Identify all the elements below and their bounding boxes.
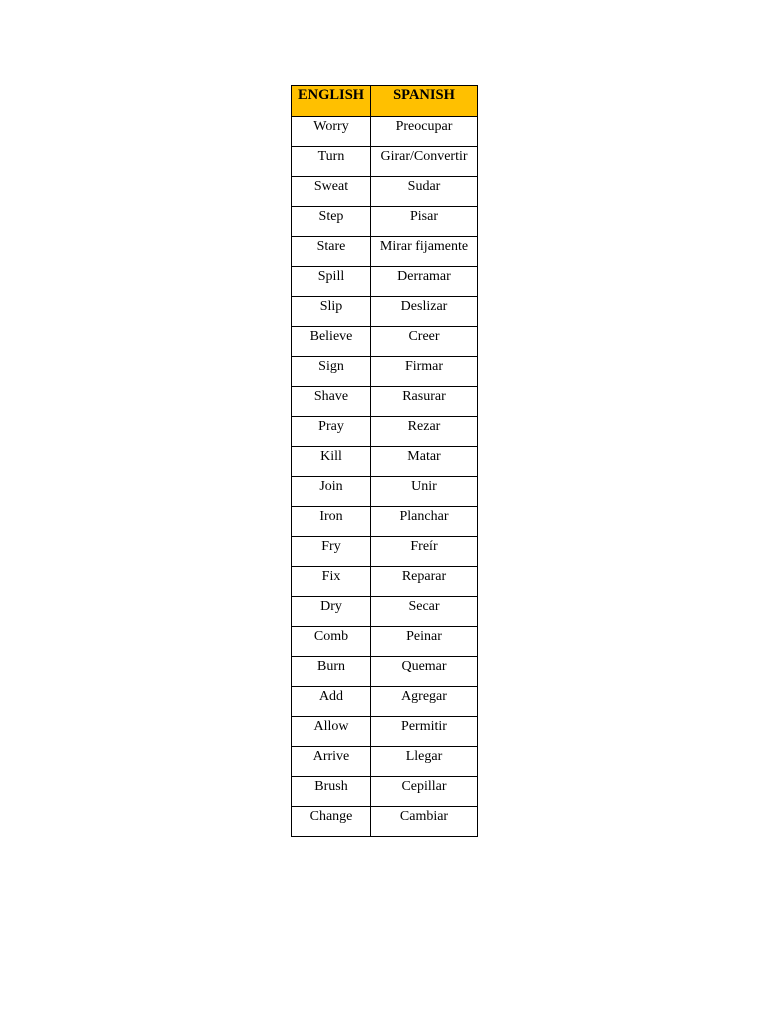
english-word-cell: Allow <box>292 717 371 747</box>
vocabulary-table <box>291 85 478 837</box>
table-row <box>292 117 478 147</box>
spanish-word-cell: Permitir <box>371 717 478 747</box>
english-word-cell: Spill <box>292 267 371 297</box>
spanish-word-cell: Deslizar <box>371 297 478 327</box>
header-spanish: SPANISH <box>371 86 478 117</box>
spanish-word-cell: Rasurar <box>371 387 478 417</box>
english-word-cell: Step <box>292 207 371 237</box>
english-word-cell: Iron <box>292 507 371 537</box>
table-row <box>292 747 478 777</box>
english-word-cell: Fix <box>292 567 371 597</box>
english-word-cell: Add <box>292 687 371 717</box>
english-word-cell: Sweat <box>292 177 371 207</box>
table-row <box>292 477 478 507</box>
english-word-cell: Sign <box>292 357 371 387</box>
table-row <box>292 207 478 237</box>
table-row <box>292 297 478 327</box>
spanish-word-cell: Freír <box>371 537 478 567</box>
table-row <box>292 627 478 657</box>
table-row <box>292 147 478 177</box>
table-row <box>292 327 478 357</box>
spanish-word-cell: Creer <box>371 327 478 357</box>
table-row <box>292 777 478 807</box>
table-header <box>292 86 478 117</box>
table-row <box>292 717 478 747</box>
english-word-cell: Turn <box>292 147 371 177</box>
english-word-cell: Dry <box>292 597 371 627</box>
table-row <box>292 657 478 687</box>
spanish-word-cell: Sudar <box>371 177 478 207</box>
spanish-word-cell: Reparar <box>371 567 478 597</box>
table-body <box>292 117 478 837</box>
table-row <box>292 447 478 477</box>
spanish-word-cell: Cepillar <box>371 777 478 807</box>
spanish-word-cell: Firmar <box>371 357 478 387</box>
table-row <box>292 807 478 837</box>
header-row <box>292 86 478 117</box>
spanish-word-cell: Cambiar <box>371 807 478 837</box>
table-row <box>292 687 478 717</box>
table-row <box>292 567 478 597</box>
table-row <box>292 237 478 267</box>
english-word-cell: Brush <box>292 777 371 807</box>
spanish-word-cell: Quemar <box>371 657 478 687</box>
spanish-word-cell: Girar/Convertir <box>371 147 478 177</box>
spanish-word-cell: Preocupar <box>371 117 478 147</box>
english-word-cell: Shave <box>292 387 371 417</box>
english-word-cell: Comb <box>292 627 371 657</box>
english-word-cell: Join <box>292 477 371 507</box>
spanish-word-cell: Secar <box>371 597 478 627</box>
table-row <box>292 357 478 387</box>
spanish-word-cell: Rezar <box>371 417 478 447</box>
spanish-word-cell: Agregar <box>371 687 478 717</box>
spanish-word-cell: Pisar <box>371 207 478 237</box>
table-row <box>292 387 478 417</box>
spanish-word-cell: Peinar <box>371 627 478 657</box>
english-word-cell: Burn <box>292 657 371 687</box>
table-row <box>292 507 478 537</box>
english-word-cell: Stare <box>292 237 371 267</box>
table-row <box>292 177 478 207</box>
english-word-cell: Fry <box>292 537 371 567</box>
spanish-word-cell: Matar <box>371 447 478 477</box>
table-row <box>292 597 478 627</box>
table-row <box>292 537 478 567</box>
english-word-cell: Arrive <box>292 747 371 777</box>
spanish-word-cell: Derramar <box>371 267 478 297</box>
english-word-cell: Worry <box>292 117 371 147</box>
english-word-cell: Pray <box>292 417 371 447</box>
english-word-cell: Kill <box>292 447 371 477</box>
spanish-word-cell: Mirar fijamente <box>371 237 478 267</box>
table-row <box>292 267 478 297</box>
spanish-word-cell: Unir <box>371 477 478 507</box>
english-word-cell: Slip <box>292 297 371 327</box>
english-word-cell: Change <box>292 807 371 837</box>
spanish-word-cell: Planchar <box>371 507 478 537</box>
table-row <box>292 417 478 447</box>
english-word-cell: Believe <box>292 327 371 357</box>
header-english: ENGLISH <box>292 86 371 117</box>
spanish-word-cell: Llegar <box>371 747 478 777</box>
